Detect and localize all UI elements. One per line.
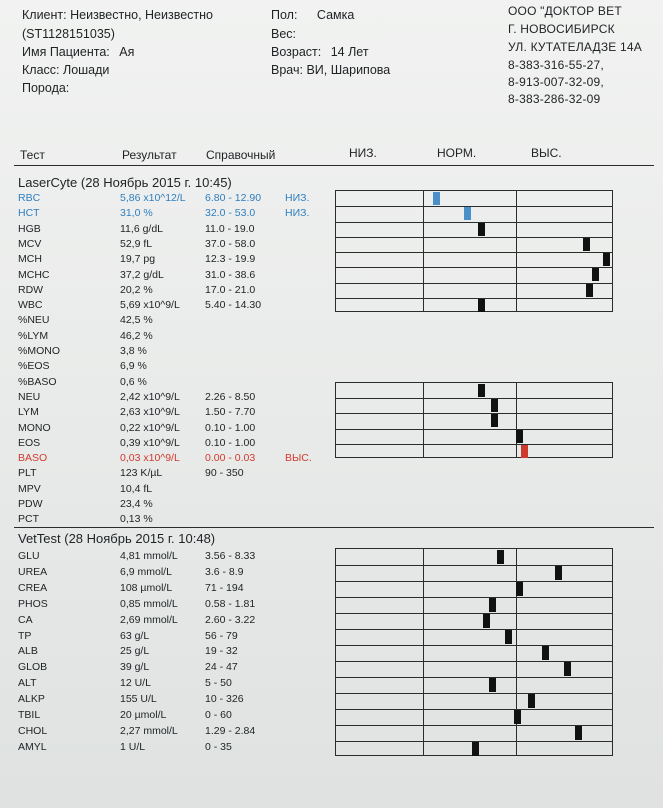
test-name-amyl: AMYL (18, 740, 47, 753)
result-marker-ca (483, 614, 490, 628)
col-result: Результат (122, 148, 177, 162)
result-value-mcv: 52,9 fL (120, 237, 153, 250)
result-value-glu: 4,81 mmol/L (120, 550, 178, 562)
client-label: Клиент: (22, 8, 67, 22)
test-name-mch: MCH (18, 253, 42, 266)
section-title-lasercyte: LaserCyte (28 Ноябрь 2015 г. 10:45) (18, 175, 232, 190)
reference-range-glu: 3.56 - 8.33 (205, 550, 256, 562)
doctor-line (271, 63, 390, 77)
result-marker-hct (464, 207, 471, 220)
reference-range-mono: 0.10 - 1.00 (205, 421, 256, 434)
reference-range-ca: 2.60 - 3.22 (205, 613, 256, 626)
result-marker-urea (555, 566, 562, 580)
reference-range-crea: 71 - 194 (205, 581, 244, 594)
test-name-crea: CREA (18, 581, 48, 594)
grid-row-line (336, 222, 612, 223)
result-value-tp: 63 g/L (120, 629, 150, 642)
result-value-crea: 108 µmol/L (120, 581, 173, 594)
clinic-line-1: Г. НОВОСИБИРСК (508, 22, 615, 36)
reference-range-lym: 1.50 - 7.70 (205, 406, 256, 419)
result-value-neu: 2,42 x10^9/L (120, 390, 180, 403)
clinic-line-2: УЛ. КУТАТЕЛАДЗЕ 14А (508, 40, 642, 54)
grid-row-line (336, 267, 612, 268)
test-name-mono: MONO (18, 421, 51, 434)
test-name-baso: %BASO (18, 375, 57, 388)
grid-row-line (336, 677, 612, 678)
test-name-hct: HCT (18, 207, 40, 220)
result-value-rbc: 5,86 x10^12/L (120, 192, 186, 204)
clinic-line-5: 8-383-286-32-09 (508, 92, 601, 106)
test-name-mpv: MPV (18, 482, 41, 495)
result-marker-hgb (478, 223, 485, 236)
result-value-eos: 0,39 x10^9/L (120, 436, 180, 449)
result-value-mch: 19,7 pg (120, 253, 156, 266)
reference-range-neu: 2.26 - 8.50 (205, 390, 256, 403)
class-value: Лошади (62, 63, 110, 77)
result-marker-lym (491, 399, 498, 412)
result-value-pdw: 23,4 % (120, 498, 153, 510)
grid-row-line (336, 613, 612, 614)
result-value-lym: 46,2 % (120, 329, 153, 342)
test-name-mono: %MONO (18, 345, 60, 357)
reference-range-alkp: 10 - 326 (205, 693, 244, 706)
result-value-wbc: 5,69 x10^9/L (120, 299, 180, 312)
reference-range-phos: 0.58 - 1.81 (205, 597, 256, 610)
result-value-eos: 6,9 % (120, 360, 147, 373)
grid-row-line (336, 206, 612, 207)
grid-row-line (336, 237, 612, 238)
result-value-pct: 0,13 % (120, 513, 153, 526)
grid-row-line (336, 725, 612, 726)
result-value-mpv: 10,4 fL (120, 482, 153, 495)
result-value-hgb: 11,6 g/dL (120, 222, 164, 235)
section-title-vettest: VetTest (28 Ноябрь 2015 г. 10:48) (18, 531, 216, 546)
client-line (22, 8, 213, 22)
weight-label: Вес: (271, 27, 297, 41)
age-line (271, 45, 369, 59)
reference-range-eos: 0.10 - 1.00 (205, 436, 256, 449)
patient-value: Ая (119, 45, 135, 59)
reference-range-mch: 12.3 - 19.9 (205, 253, 256, 266)
reference-range-alt: 5 - 50 (205, 677, 232, 690)
grid-divider (516, 191, 517, 311)
patient-label: Имя Пациента: (22, 45, 110, 59)
result-marker-baso (521, 445, 528, 458)
grid-divider (516, 383, 517, 457)
range-grid-cbc (335, 190, 613, 312)
doctor-value: ВИ, Шарипова (306, 63, 391, 77)
test-name-eos: EOS (18, 436, 41, 449)
client-value: Неизвестно, Неизвестно (70, 8, 214, 22)
result-value-amyl: 1 U/L (120, 740, 146, 753)
test-name-chol: CHOL (18, 724, 48, 737)
reference-range-mchc: 31.0 - 38.6 (205, 268, 256, 281)
grid-row-line (336, 298, 612, 299)
test-name-baso: BASO (18, 452, 48, 465)
result-value-phos: 0,85 mmol/L (120, 597, 178, 610)
result-value-mono: 3,8 % (120, 345, 147, 357)
col-test: Тест (20, 148, 45, 162)
test-name-hgb: HGB (18, 222, 41, 235)
reference-range-tbil: 0 - 60 (205, 709, 232, 721)
reference-range-alb: 19 - 32 (205, 645, 238, 658)
clinic-line-3: 8-383-316-55-27, (508, 58, 604, 72)
reference-range-amyl: 0 - 35 (205, 740, 232, 753)
grid-divider (423, 191, 424, 311)
grid-row-line (336, 252, 612, 253)
test-name-neu: %NEU (18, 314, 50, 327)
result-marker-tp (505, 630, 512, 644)
reference-range-rdw: 17.0 - 21.0 (205, 283, 256, 296)
reference-range-baso: 0.00 - 0.03 (205, 452, 256, 465)
result-marker-mchc (592, 268, 599, 281)
test-name-lym: LYM (18, 406, 39, 419)
result-value-urea: 6,9 mmol/L (120, 565, 172, 578)
patient-line (22, 45, 134, 59)
test-name-urea: UREA (18, 565, 48, 578)
result-value-baso: 0,03 x10^9/L (120, 452, 180, 465)
result-marker-alt (489, 678, 496, 692)
reference-range-glob: 24 - 47 (205, 661, 238, 674)
result-value-ca: 2,69 mmol/L (120, 613, 178, 626)
test-name-plt: PLT (18, 467, 37, 480)
test-name-ca: CA (18, 613, 33, 626)
result-value-lym: 2,63 x10^9/L (120, 406, 180, 419)
test-name-lym: %LYM (18, 329, 49, 342)
reference-range-tp: 56 - 79 (205, 629, 238, 642)
reference-range-rbc: 6.80 - 12.90 (205, 192, 262, 204)
grid-row-line (336, 693, 612, 694)
test-name-mcv: MCV (18, 237, 42, 250)
sex-value: Самка (316, 8, 355, 22)
result-marker-wbc (478, 299, 485, 312)
test-name-tbil: TBIL (18, 709, 41, 721)
grid-row-line (336, 398, 612, 399)
reference-range-hct: 32.0 - 53.0 (205, 207, 256, 220)
result-marker-alkp (528, 694, 535, 708)
reference-range-chol: 1.29 - 2.84 (205, 724, 256, 737)
grid-row-line (336, 597, 612, 598)
result-value-mchc: 37,2 g/dL (120, 268, 164, 281)
test-name-wbc: WBC (18, 299, 43, 312)
result-value-mono: 0,22 x10^9/L (120, 421, 180, 434)
sex-label: Пол: (271, 8, 298, 22)
col-low: НИЗ. (349, 146, 377, 160)
reference-range-wbc: 5.40 - 14.30 (205, 299, 262, 312)
clinic-line-4: 8-913-007-32-09, (508, 75, 604, 89)
result-value-alb: 25 g/L (120, 645, 150, 658)
result-marker-glu (497, 550, 504, 564)
col-normal: НОРМ. (437, 146, 477, 160)
result-value-neu: 42,5 % (120, 314, 153, 327)
result-value-tbil: 20 µmol/L (120, 709, 167, 721)
header-divider (14, 165, 654, 166)
result-value-chol: 2,27 mmol/L (120, 724, 178, 737)
result-marker-glob (564, 662, 571, 676)
grid-row-line (336, 413, 612, 414)
result-marker-chol (575, 726, 582, 740)
result-marker-neu (478, 384, 485, 397)
result-value-baso: 0,6 % (120, 375, 147, 388)
grid-row-line (336, 709, 612, 710)
age-value: 14 Лет (330, 45, 369, 59)
sex-line (271, 8, 354, 22)
test-name-phos: PHOS (18, 597, 48, 610)
reference-range-urea: 3.6 - 8.9 (205, 565, 244, 578)
clinic-line-0: ООО "ДОКТОР ВЕТ (508, 4, 622, 18)
breed-label: Порода: (22, 81, 70, 95)
section-divider (14, 527, 654, 528)
range-grid-wbc-diff (335, 382, 613, 458)
test-name-neu: NEU (18, 390, 41, 403)
test-name-rdw: RDW (18, 283, 44, 296)
reference-range-hgb: 11.0 - 19.0 (205, 222, 255, 235)
grid-divider (423, 383, 424, 457)
age-label: Возраст: (271, 45, 322, 59)
result-value-rdw: 20,2 % (120, 283, 153, 296)
result-value-glob: 39 g/L (120, 661, 150, 674)
result-marker-rbc (433, 192, 440, 205)
result-marker-mono (491, 414, 498, 427)
result-marker-mch (603, 253, 610, 266)
grid-row-line (336, 645, 612, 646)
test-name-pct: PCT (18, 513, 39, 526)
flag-hct: НИЗ. (285, 207, 310, 220)
result-marker-amyl (472, 742, 479, 756)
test-name-rbc: RBC (18, 192, 41, 204)
result-marker-tbil (514, 710, 521, 724)
test-name-alb: ALB (18, 645, 38, 658)
reference-range-plt: 90 - 350 (205, 467, 244, 480)
result-marker-phos (489, 598, 496, 612)
grid-row-line (336, 429, 612, 430)
grid-row-line (336, 565, 612, 566)
col-high: ВЫС. (531, 146, 562, 160)
result-marker-rdw (586, 284, 593, 297)
result-value-hct: 31,0 % (120, 207, 153, 220)
result-marker-mcv (583, 238, 590, 251)
grid-row-line (336, 283, 612, 284)
result-marker-alb (542, 646, 549, 660)
test-name-glob: GLOB (18, 661, 48, 674)
test-name-tp: TP (18, 629, 32, 642)
class-line (22, 63, 109, 77)
result-value-alkp: 155 U/L (120, 693, 157, 706)
result-value-alt: 12 U/L (120, 677, 151, 690)
doctor-label: Врач: (271, 63, 303, 77)
grid-row-line (336, 629, 612, 630)
test-name-glu: GLU (18, 550, 40, 562)
flag-baso: ВЫС. (285, 452, 312, 465)
client-id: (ST1128151035) (22, 27, 115, 41)
test-name-eos: %EOS (18, 360, 50, 373)
test-name-pdw: PDW (18, 498, 43, 510)
class-label: Класс: (22, 63, 60, 77)
reference-range-mcv: 37.0 - 58.0 (205, 237, 256, 250)
test-name-alkp: ALKP (18, 693, 45, 706)
range-grid-chemistry (335, 548, 613, 756)
result-marker-eos (516, 430, 523, 443)
result-value-plt: 123 K/µL (120, 467, 163, 480)
flag-rbc: НИЗ. (285, 192, 310, 204)
test-name-alt: ALT (18, 677, 37, 690)
result-marker-crea (516, 582, 523, 596)
grid-row-line (336, 444, 612, 445)
grid-row-line (336, 581, 612, 582)
test-name-mchc: MCHC (18, 268, 50, 281)
col-reference: Справочный (206, 148, 276, 162)
